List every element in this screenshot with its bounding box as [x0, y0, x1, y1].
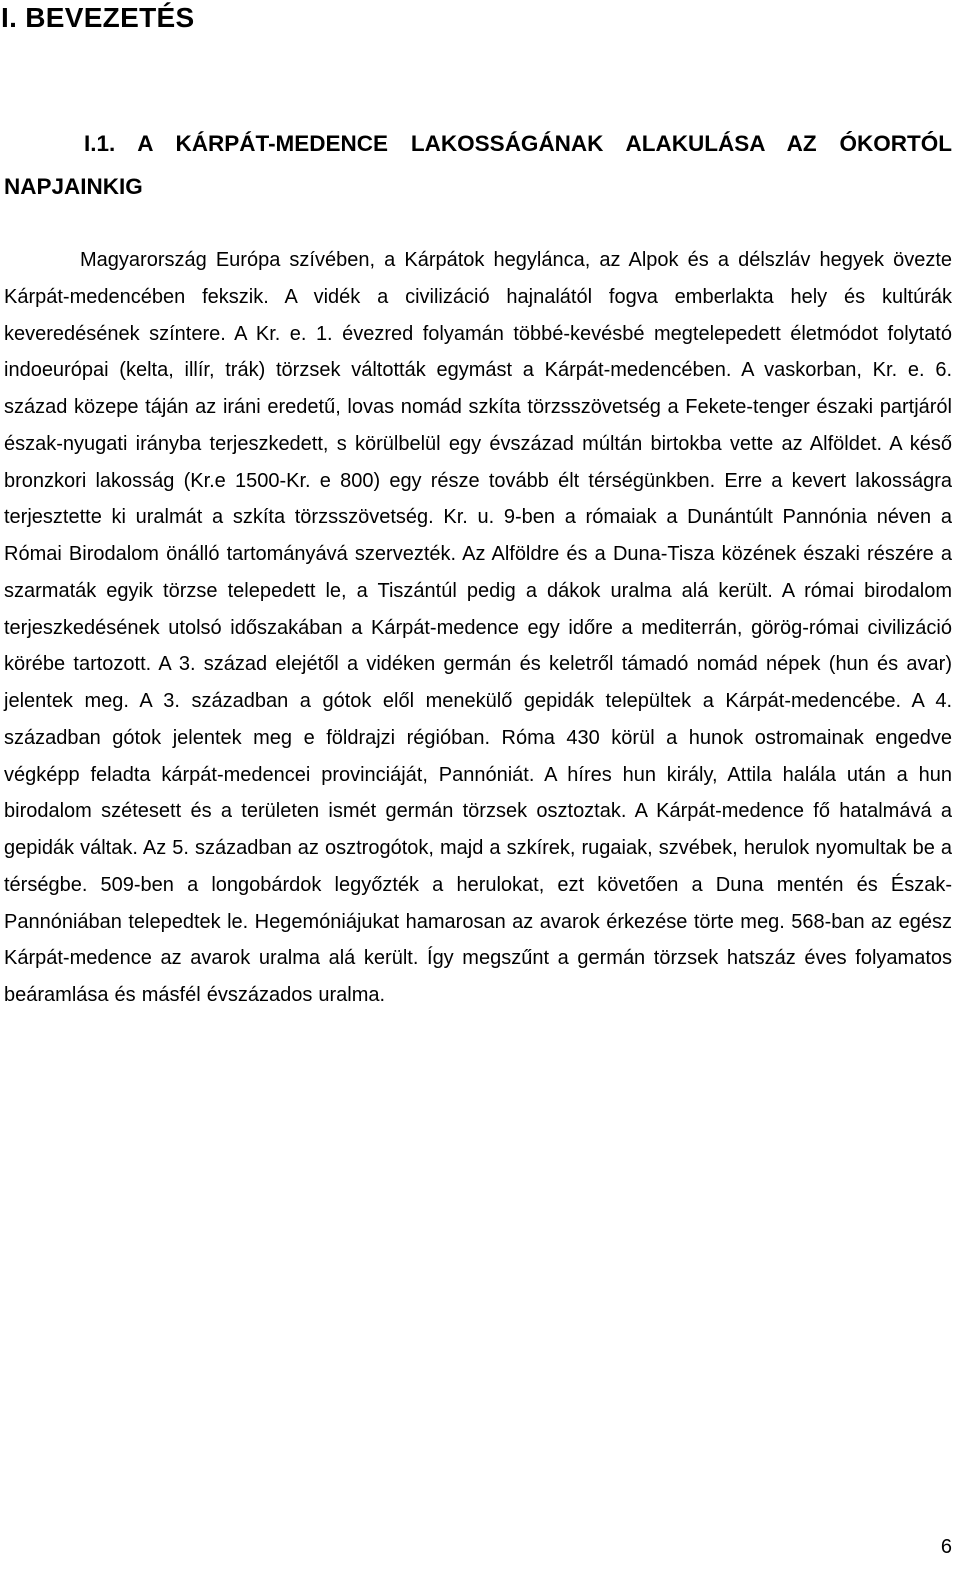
body-paragraph: Magyarország Európa szívében, a Kárpátok hegylánca, az Alpok és a délszláv hegyek övezte Kárpát-medencében fekszik. A vidék a civilizáció hajnalától fogva emberlakta hely és kultúrák keveredésének színtere. A Kr. e. 1. évezred folyamán többé-kevésbé megtelepedett életmódot folytató indoeurópai (kelta, illír, trák) törzsek váltották egymást a Kárpát-medencében. A vaskorban, Kr. e. 6. század közepe táján az iráni eredetű, lovas nomád szkíta törzsszövetség a Fekete-tenger északi partjáról észak-nyugati irányba terjeszkedett, s körülbelül egy évszázad múltán birtokba vette az Alföldet. A késő bronzkori lakosság (Kr.e 1500-Kr. e 800) egy része tovább élt térségünkben. Erre a kevert lakosságra terjesztette ki uralmát a szkíta törzsszövetség. Kr. u. 9-ben a rómaiak a Dunántúlt Pannónia néven a Római Birodalom önálló tartományává szervezték. Az Alföldre és a Duna-Tisza közének északi részére a szarmaták egyik törzse telepedett le, a Tiszántúl pedig a dákok uralma alá került. A római birodalom terjeszkedésének utolsó időszakában a Kárpát-medence egy időre a mediterrán, görög-római civilizáció körébe tartozott. A 3. század elejétől a vidéken germán és keletről támadó nomád népek (hun és avar) jelentek meg. A 3. században a gótok elől menekülő gepidák települtek a Kárpát-medencébe. A 4. században gótok jelentek meg e földrajzi régióban. Róma 430 körül a hunok ostromainak engedve végképp feladta kárpát-medencei provinciáját, Pannóniát. A híres hun király, Attila halála után a hun birodalom szétesett és a területen ismét germán törzsek osztoztak. A Kárpát-medence fő hatalmává a gepidák váltak. Az 5. században az osztrogótok, majd a szkírek, rugaiak, szvébek, herulok nyomultak be a térségbe. 509-ben a longobárdok legyőzték a herulokat, ezt követően a Duna mentén és Észak-Pannóniában telepedtek le. Hegemóniájukat hamarosan az avarok érkezése törte meg. 568-ban az egész Kárpát-medence az avarok uralma alá került. Így megszűnt a germán törzsek hatszáz éves folyamatos beáramlása és másfél évszázados uralma.	[4, 249, 952, 1006]
section-number: I.1.	[84, 131, 116, 156]
page-number: 6	[940, 1536, 952, 1558]
section-heading	[4, 122, 952, 208]
chapter-title: I. BEVEZETÉS	[1, 2, 195, 33]
section-title: A KÁRPÁT-MEDENCE LAKOSSÁGÁNAK ALAKULÁSA AZ ÓKORTÓL NAPJAINKIG	[4, 131, 952, 199]
